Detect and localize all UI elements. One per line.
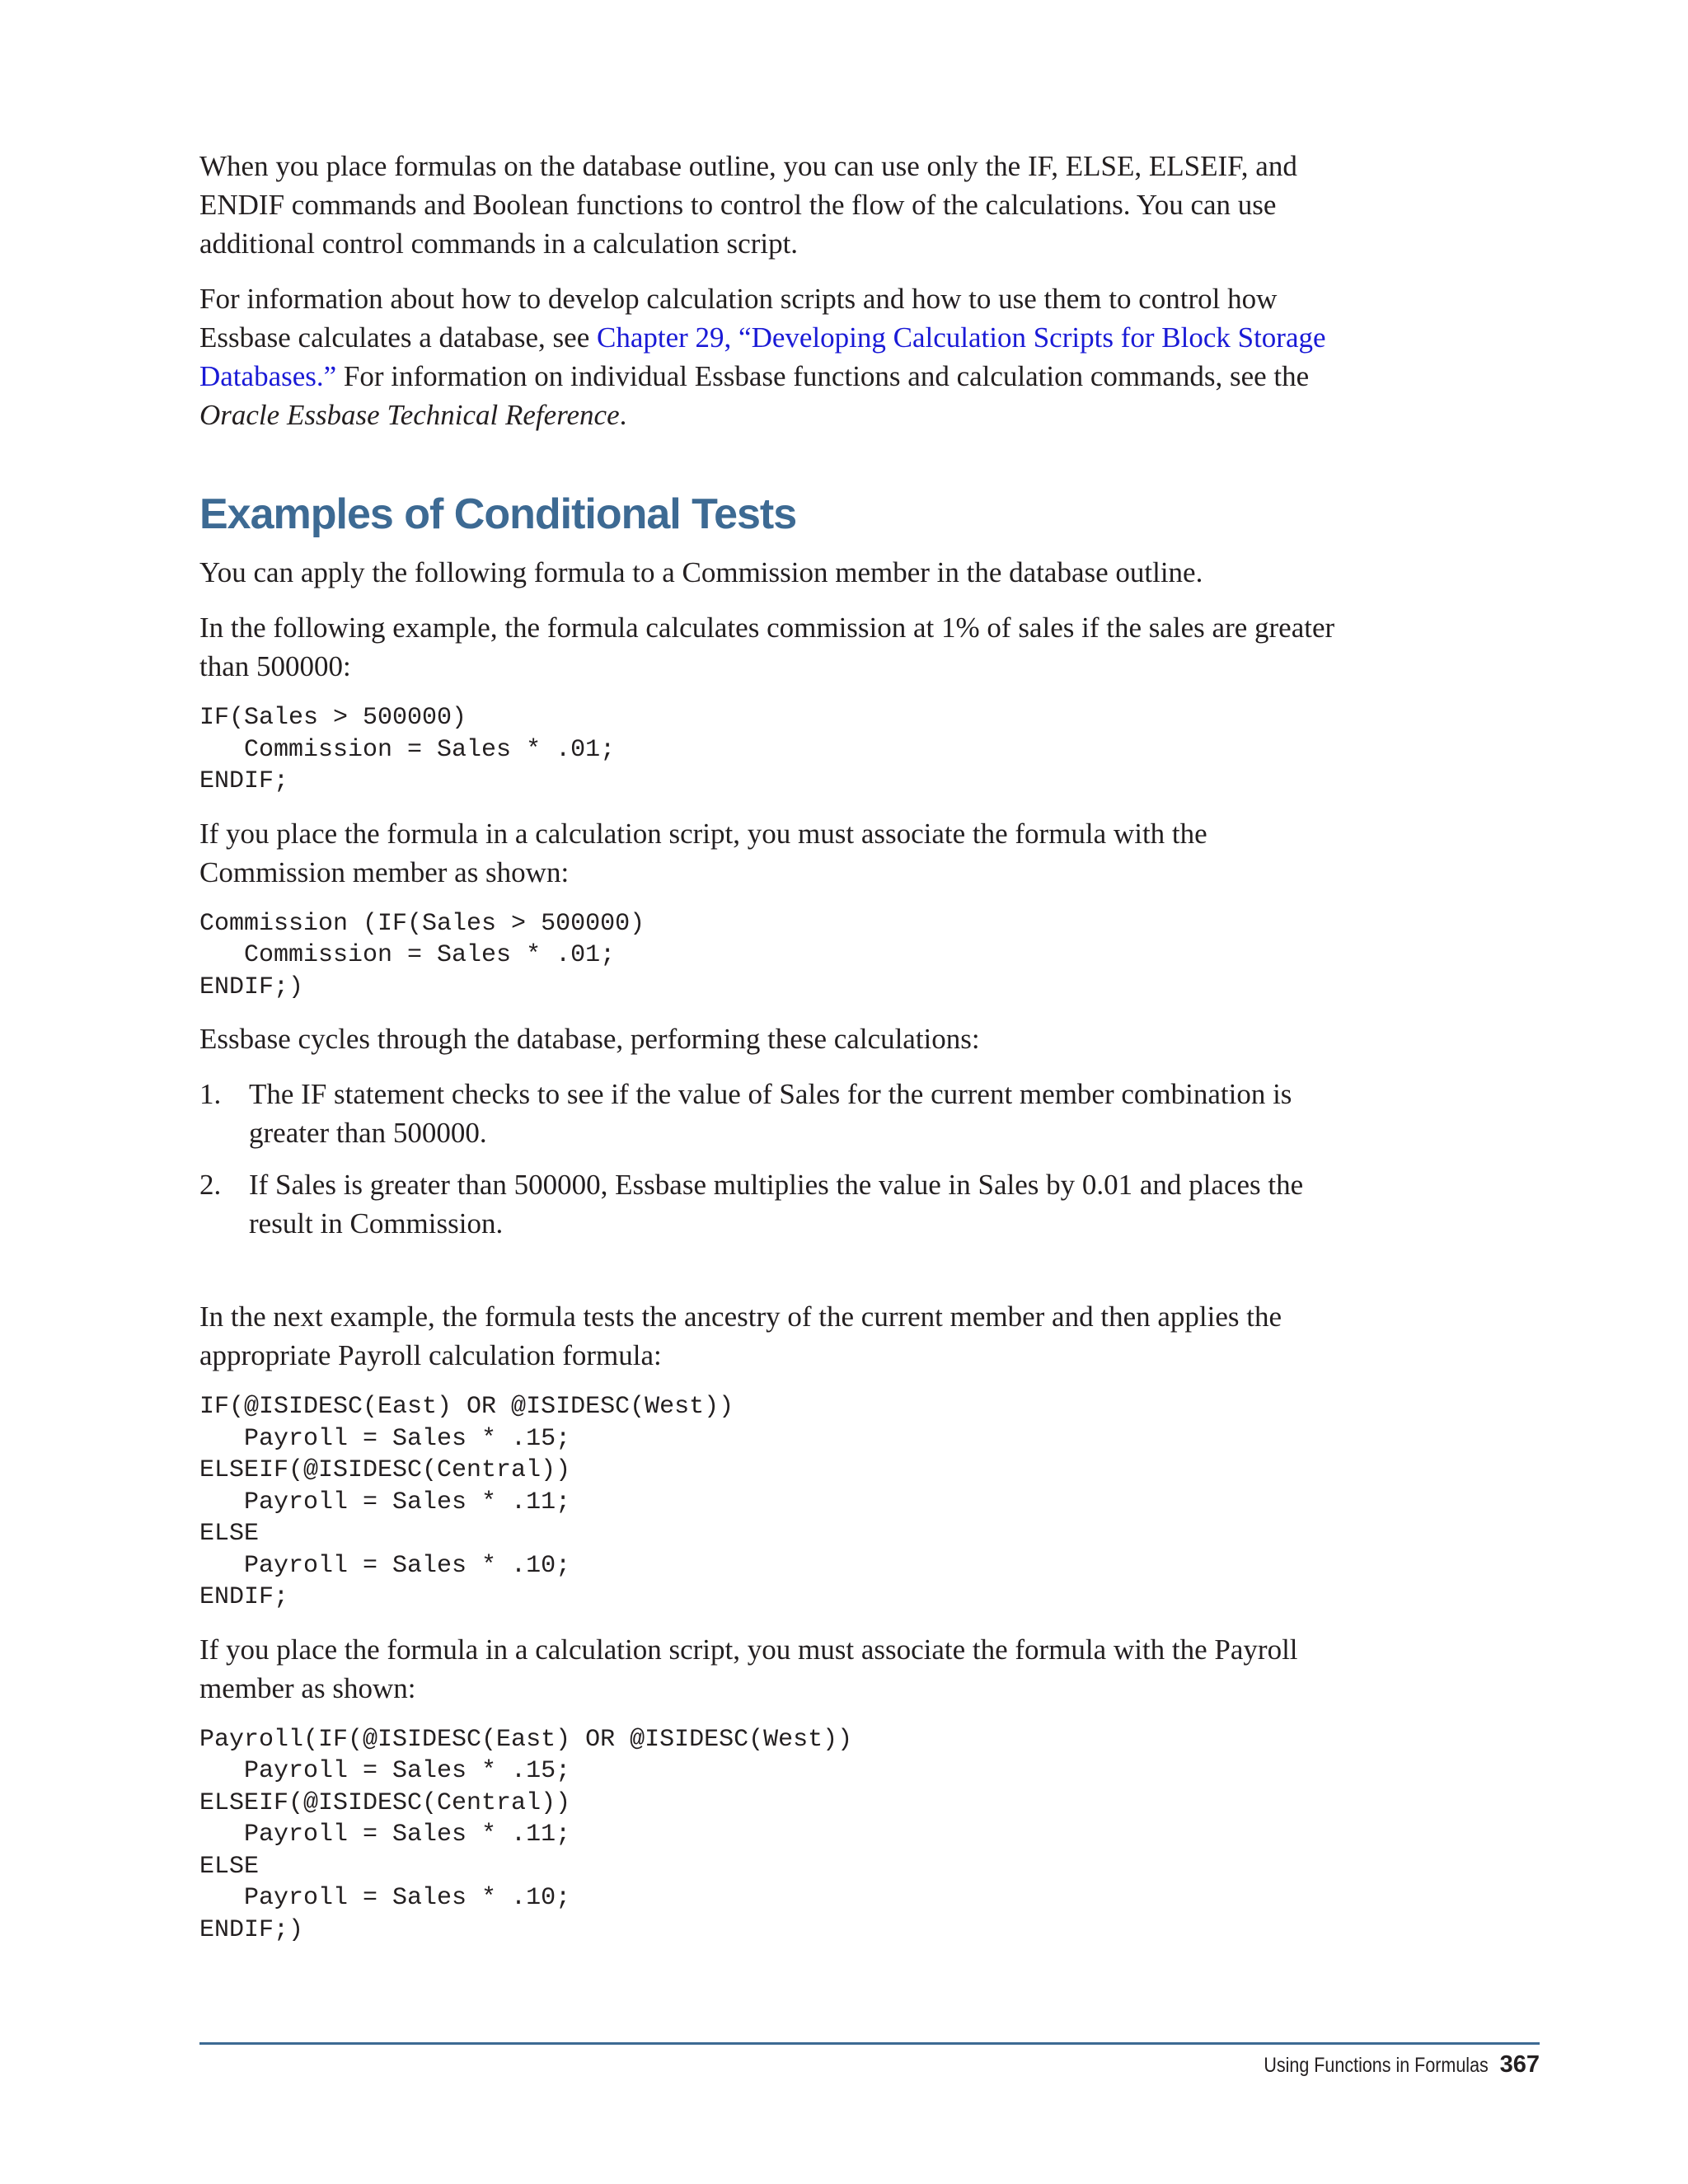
list-item <box>199 1165 1353 1243</box>
page-content <box>199 147 1353 1962</box>
list-item-text: If Sales is greater than 500000, Essbase multiplies the value in Sales by 0.01 and places the result in Commission. <box>249 1169 1304 1240</box>
code-example-payroll: IF(@ISIDESC(East) OR @ISIDESC(West)) Payroll = Sales * .15; ELSEIF(@ISIDESC(Central)) Payroll = Sales * .11; ELSE Payroll = Sales * .10; ENDIF; <box>199 1393 734 1611</box>
page-number: 367 <box>1499 2051 1540 2078</box>
list-item-text: The IF statement checks to see if the value of Sales for the current member combination is greater than 500000. <box>249 1078 1292 1149</box>
paragraph-example2-intro: In the next example, the formula tests the ancestry of the current member and then applies the appropriate Payroll calculation formula: <box>199 1301 1282 1371</box>
paragraph-text: . <box>619 399 627 431</box>
paragraph-intro: You can apply the following formula to a Commission member in the database outline. <box>199 556 1203 588</box>
chapter-29-link[interactable]: Chapter 29, “Developing Calculation Scripts for Block Storage Databases.” <box>199 321 1326 392</box>
code-script-commission: Commission (IF(Sales > 500000) Commission = Sales * .01; ENDIF;) <box>199 909 645 1001</box>
code-script-payroll: Payroll(IF(@ISIDESC(East) OR @ISIDESC(West)) Payroll = Sales * .15; ELSEIF(@ISIDESC(Central)) Payroll = Sales * .11; ELSE Payroll = Sales * .10; ENDIF;) <box>199 1725 853 1944</box>
paragraph-script2-intro: If you place the formula in a calculation script, you must associate the formula with the Payroll member as shown: <box>199 1633 1298 1704</box>
paragraph-control-commands: When you place formulas on the database outline, you can use only the IF, ELSE, ELSEIF, and ENDIF commands and Boolean functions to control the flow of the calculations. You can use additional control commands in a calculation script. <box>199 150 1297 260</box>
code-example-commission: IF(Sales > 500000) Commission = Sales * .01; ENDIF; <box>199 704 616 795</box>
paragraph-script1-intro: If you place the formula in a calculation script, you must associate the formula with the Commission member as shown: <box>199 817 1207 888</box>
section-heading: Examples of Conditional Tests <box>199 490 797 538</box>
paragraph-text: For information on individual Essbase functions and calculation commands, see the <box>336 360 1310 392</box>
paragraph-example1-intro: In the following example, the formula calculates commission at 1% of sales if the sales are greater than 500000: <box>199 612 1335 682</box>
footer-section-title: Using Functions in Formulas <box>1264 2054 1489 2077</box>
paragraph-cycle-intro: Essbase cycles through the database, performing these calculations: <box>199 1023 980 1055</box>
footer-divider <box>199 2042 1540 2045</box>
page-footer <box>1227 2050 1540 2080</box>
list-item <box>199 1075 1353 1152</box>
paragraph-further-info <box>199 279 1353 434</box>
list-item-number: 1. <box>199 1078 222 1110</box>
list-item-number: 2. <box>199 1169 222 1201</box>
reference-title: Oracle Essbase Technical Reference <box>199 399 620 431</box>
paragraph-text: For information about how to develop calculation scripts and how to use them to control how Essbase calculates a database, see <box>199 283 1278 354</box>
calculation-steps-list <box>199 1075 1353 1243</box>
